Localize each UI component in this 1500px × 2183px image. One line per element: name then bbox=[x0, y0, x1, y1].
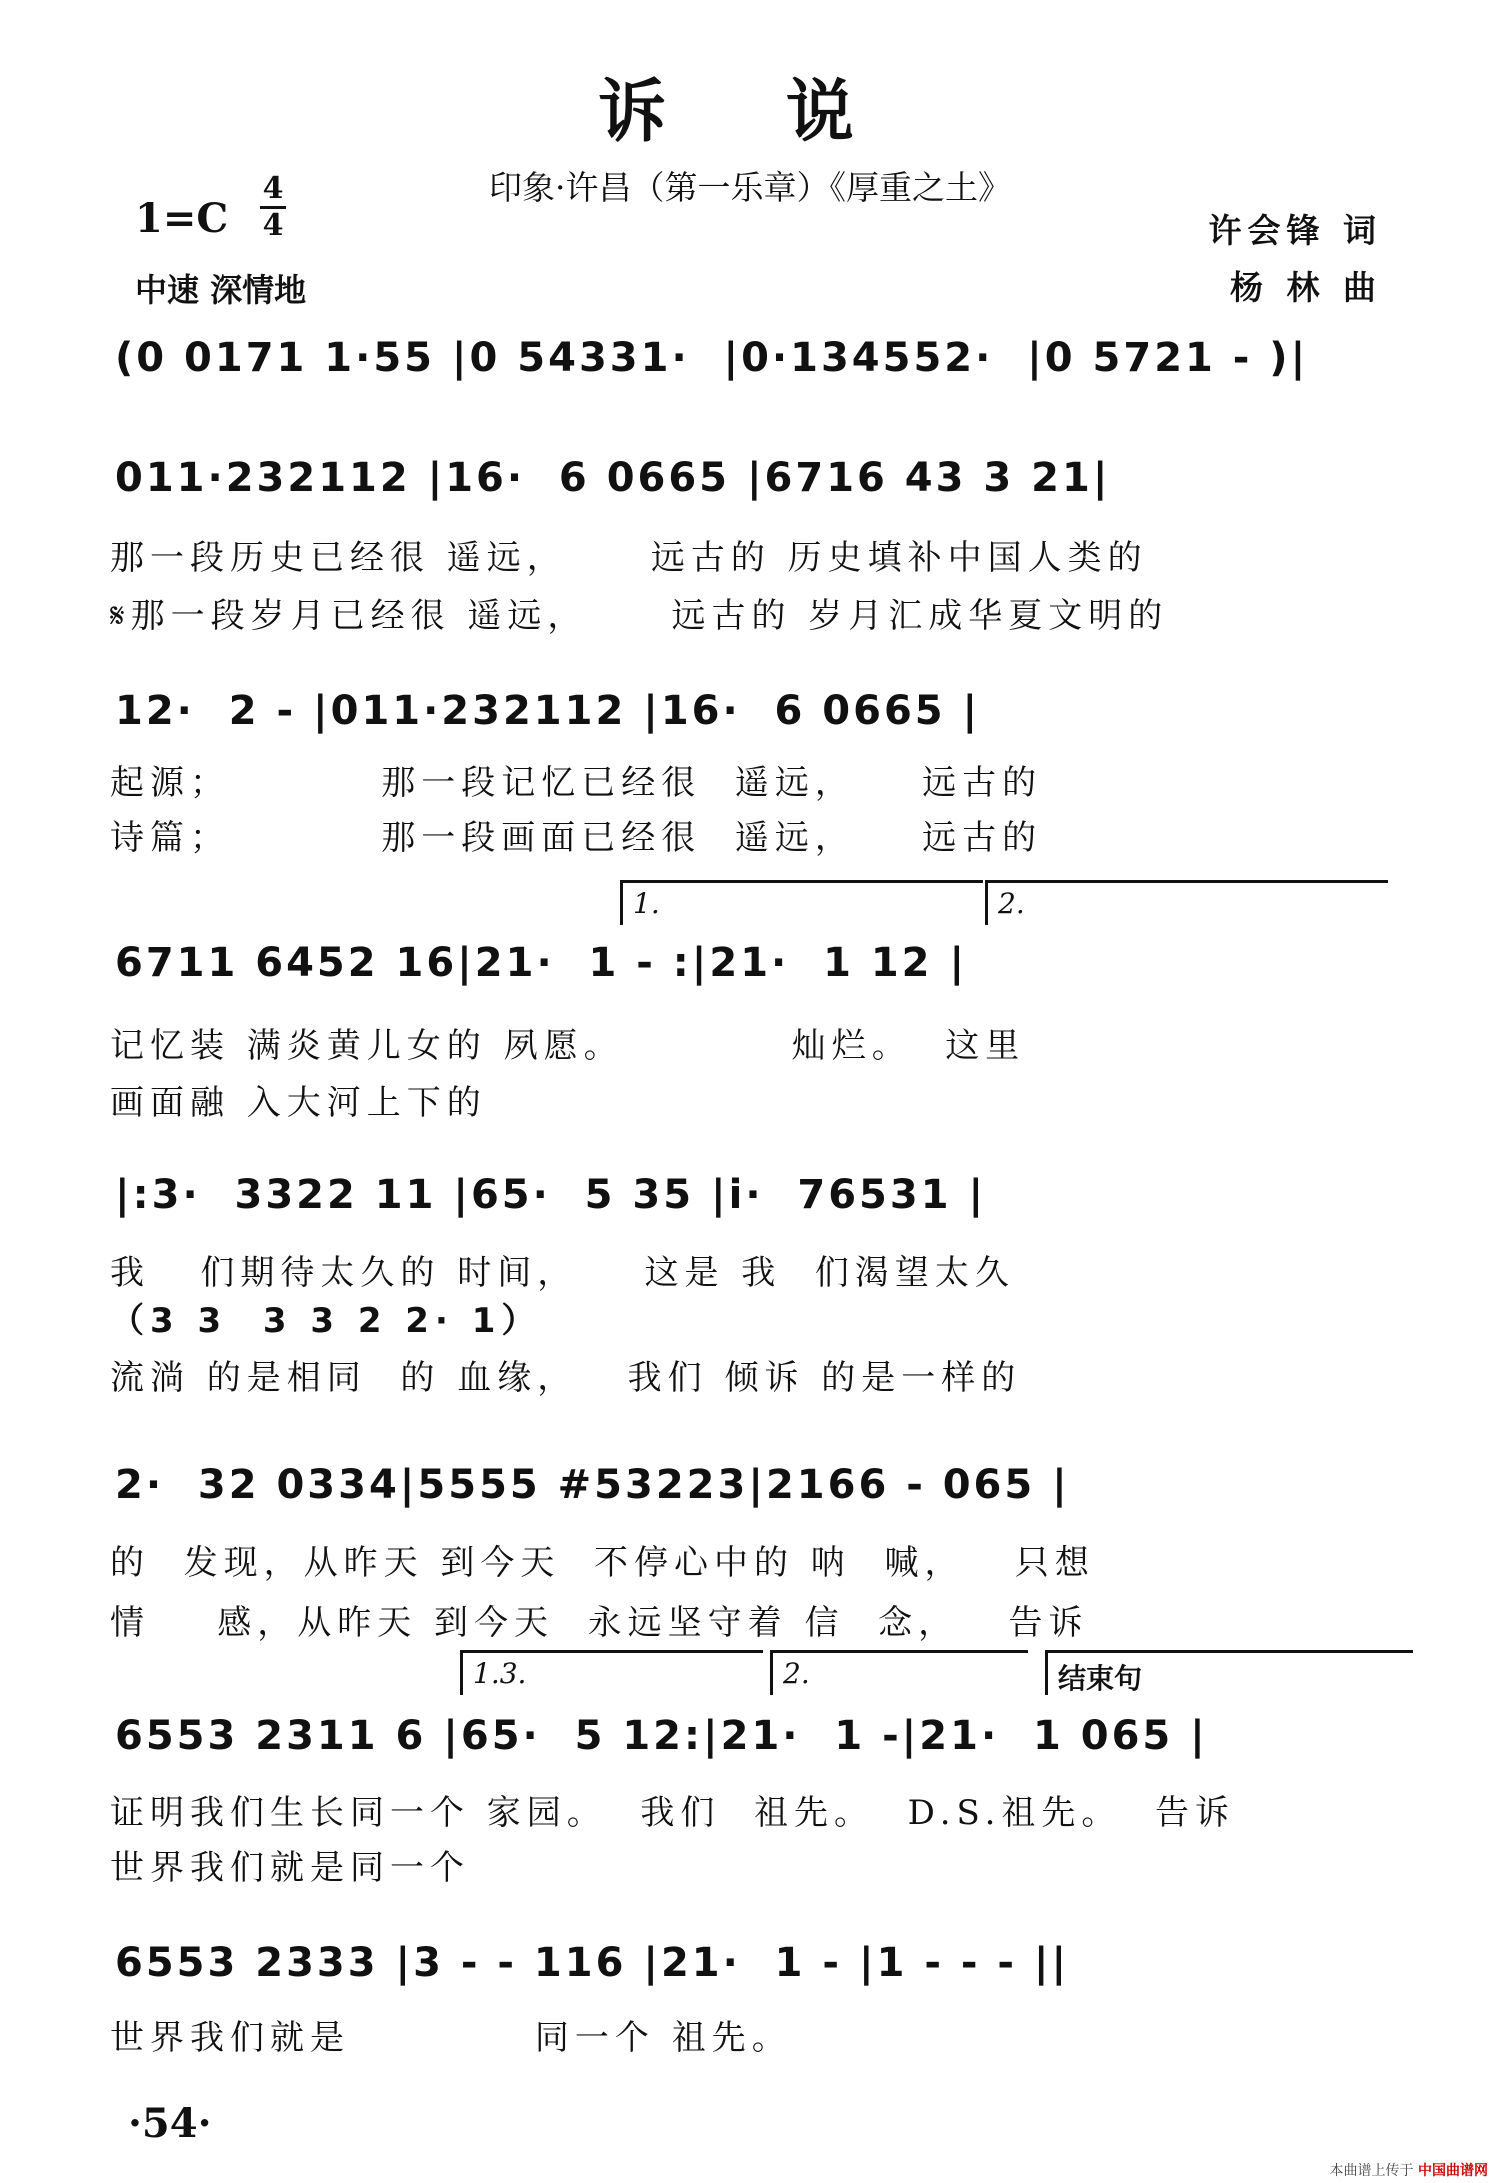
lyric-line: 的 发现，从昨天 到今天 不停心中的 呐 喊， 只想 bbox=[110, 1543, 1095, 1583]
ending-volta: 结束句 bbox=[1045, 1650, 1413, 1695]
page-number: ·54· bbox=[128, 2100, 212, 2147]
footer-text: 本曲谱上传于 bbox=[1329, 2163, 1414, 2179]
notation-row: 6711 6452 16|21· 1 - :|21· 1 12 | bbox=[115, 940, 968, 986]
notation-row: |:3· 3322 11 |65· 5 35 |i· 76531 | bbox=[115, 1172, 987, 1218]
notation-row-final: 6553 2333 |3 - - 116 |21· 1 - |1 - - - || bbox=[115, 1940, 1070, 1986]
lyric-line: 我 们期待太久的 时间， 这是 我 们渴望太久 bbox=[110, 1253, 1015, 1293]
footer-watermark bbox=[1330, 2160, 1488, 2180]
meter-bottom: 4 bbox=[262, 208, 284, 243]
footer-site[interactable]: 中国曲谱网 bbox=[1418, 2163, 1488, 2179]
volta-2: 2. bbox=[985, 880, 1388, 925]
lyric-line: 起源； 那一段记忆已经很 遥远， 远古的 bbox=[110, 763, 1043, 803]
time-signature bbox=[258, 172, 288, 243]
volta-2: 2. bbox=[770, 1650, 1028, 1695]
lyric-line: 流淌 的是相同 的 血缘， 我们 倾诉 的是一样的 bbox=[110, 1358, 1022, 1398]
tempo-marking: 中速 深情地 bbox=[135, 271, 307, 309]
meter-top: 4 bbox=[262, 171, 284, 206]
lyric-line: 世界我们就是同一个 bbox=[110, 1848, 470, 1888]
lyric-line: 情 感，从昨天 到今天 永远坚守着 信 念， 告诉 bbox=[110, 1603, 1089, 1643]
notation-row: 6553 2311 6 |65· 5 12:|21· 1 -|21· 1 065 | bbox=[115, 1713, 1208, 1759]
song-subtitle: 印象·许昌（第一乐章）《厚重之土》 bbox=[489, 168, 1011, 207]
lyric-line: 诗篇； 那一段画面已经很 遥远， 远古的 bbox=[110, 818, 1043, 858]
lyric-line: 证明我们生长同一个 家园。 我们 祖先。 D.S.祖先。 告诉 bbox=[110, 1793, 1236, 1833]
notation-row: 2· 32 0334|5555 #53223|2166 - 065 | bbox=[115, 1462, 1070, 1508]
notation-row: 011·232112 |16· 6 0665 |6716 43 3 21| bbox=[115, 455, 1111, 501]
lyric-alt-notes: （3 3 3 3 2 2· 1） bbox=[110, 1301, 542, 1341]
lyricist-credit: 许会锋 词 bbox=[1208, 211, 1382, 250]
notation-row: 12· 2 - |011·232112 |16· 6 0665 | bbox=[115, 688, 981, 734]
key-signature: 1=C bbox=[135, 195, 229, 242]
lyric-line: 记忆装 满炎黄儿女的 夙愿。 灿烂。 这里 bbox=[110, 1026, 1026, 1066]
volta-1-3: 1.3. bbox=[460, 1650, 763, 1695]
composer-credit: 杨 林 曲 bbox=[1230, 268, 1382, 307]
volta-1: 1. bbox=[620, 880, 983, 925]
notation-row-intro: (0 0171 1·55 |0 54331· |0·134552· |0 5721 - )| bbox=[115, 335, 1309, 381]
song-title: 诉 说 bbox=[598, 72, 902, 152]
lyric-line: 世界我们就是 同一个 祖先。 bbox=[110, 2018, 792, 2058]
lyric-line: 那一段历史已经很 遥远， 远古的 历史填补中国人类的 bbox=[110, 538, 1148, 578]
lyric-line: 𝄋那一段岁月已经很 遥远， 远古的 岁月汇成华夏文明的 bbox=[110, 596, 1169, 636]
lyric-line: 画面融 入大河上下的 bbox=[110, 1083, 487, 1123]
